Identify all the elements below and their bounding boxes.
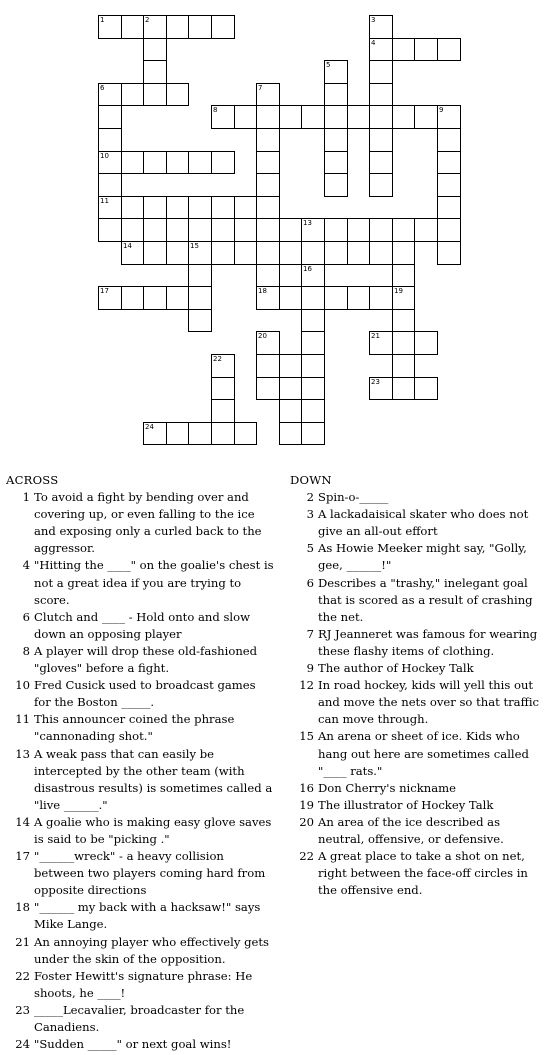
- grid-cell[interactable]: [188, 286, 212, 310]
- grid-cell[interactable]: [188, 422, 212, 445]
- grid-cell[interactable]: [369, 105, 393, 129]
- grid-cell[interactable]: [392, 105, 415, 129]
- grid-cell[interactable]: [279, 377, 302, 400]
- grid-cell[interactable]: [256, 331, 280, 355]
- grid-cell[interactable]: [279, 241, 302, 265]
- grid-cell[interactable]: [369, 151, 393, 174]
- grid-cell[interactable]: [437, 38, 461, 61]
- across-clue: [6, 899, 274, 933]
- across-clue-number: 10: [15, 678, 30, 693]
- grid-cell[interactable]: [369, 218, 393, 242]
- grid-cell[interactable]: [143, 60, 167, 84]
- across-clue-number: 23: [15, 1002, 30, 1017]
- grid-cell[interactable]: [392, 38, 415, 61]
- grid-cell[interactable]: [392, 218, 415, 242]
- grid-cell[interactable]: [279, 422, 302, 445]
- grid-cell[interactable]: [369, 377, 393, 400]
- grid-cell[interactable]: [369, 15, 393, 39]
- down-clue: [290, 626, 548, 660]
- grid-cell[interactable]: [166, 286, 189, 310]
- down-clue-number: 12: [299, 678, 314, 693]
- cell-number: 6: [100, 84, 105, 92]
- grid-cell[interactable]: [437, 241, 461, 265]
- grid-cell[interactable]: [437, 218, 461, 242]
- down-clue-text: An area of the ice described as neutral, offensive, or defensive.: [318, 814, 504, 846]
- across-clue: [6, 934, 274, 968]
- grid-cell[interactable]: [392, 241, 415, 265]
- across-clue-text: Foster Hewitt's signature phrase: He shoots, he ____!: [34, 968, 253, 1000]
- grid-cell[interactable]: [301, 309, 325, 332]
- grid-cell[interactable]: [369, 173, 393, 197]
- grid-cell[interactable]: [121, 15, 144, 39]
- grid-cell[interactable]: [324, 151, 348, 174]
- down-clue-text: Don Cherry's nickname: [318, 780, 457, 795]
- grid-cell[interactable]: [301, 241, 325, 265]
- cell-number: 10: [100, 152, 109, 160]
- grid-cell[interactable]: [324, 218, 348, 242]
- across-clue: [6, 1002, 274, 1036]
- grid-cell[interactable]: [324, 241, 348, 265]
- cell-number: 14: [123, 242, 132, 250]
- down-clue-number: 16: [299, 780, 314, 795]
- across-clue: [6, 643, 274, 677]
- grid-cell[interactable]: [256, 286, 280, 310]
- grid-cell[interactable]: [98, 151, 122, 174]
- grid-cell[interactable]: [98, 105, 122, 129]
- grid-cell[interactable]: [437, 196, 461, 219]
- grid-cell[interactable]: [256, 241, 280, 265]
- grid-cell[interactable]: [369, 83, 393, 106]
- down-clue-text: The author of Hockey Talk: [318, 661, 474, 676]
- grid-cell[interactable]: [324, 128, 348, 152]
- down-clue: [290, 848, 548, 899]
- down-clue: [290, 660, 548, 677]
- across-clue: [6, 1036, 274, 1053]
- across-clue: [6, 677, 274, 711]
- grid-cell[interactable]: [414, 377, 438, 400]
- down-clue-number: 6: [306, 575, 314, 590]
- grid-cell[interactable]: [188, 15, 212, 39]
- grid-cell[interactable]: [256, 196, 280, 219]
- grid-cell[interactable]: [188, 196, 212, 219]
- across-clue: [6, 746, 274, 814]
- grid-cell[interactable]: [121, 83, 144, 106]
- grid-cell[interactable]: [143, 83, 167, 106]
- across-clue-number: 22: [15, 968, 30, 983]
- across-clue-text: An annoying player who effectively gets under the skin of the opposition.: [34, 934, 269, 966]
- across-heading: ACROSS: [6, 473, 59, 487]
- grid-cell[interactable]: [166, 218, 189, 242]
- grid-cell[interactable]: [234, 241, 257, 265]
- cell-number: 2: [145, 16, 150, 24]
- down-clue-text: Describes a "trashy," inelegant goal that is scored as a result of crashing the net.: [318, 575, 533, 624]
- grid-cell[interactable]: [211, 15, 235, 39]
- grid-cell[interactable]: [234, 196, 257, 219]
- grid-cell[interactable]: [166, 83, 189, 106]
- grid-cell[interactable]: [256, 128, 280, 152]
- grid-cell[interactable]: [392, 264, 415, 287]
- grid-cell[interactable]: [324, 173, 348, 197]
- grid-cell[interactable]: [211, 151, 235, 174]
- grid-cell[interactable]: [121, 196, 144, 219]
- across-clue: [6, 489, 274, 557]
- across-clue-number: 24: [15, 1037, 30, 1052]
- grid-cell[interactable]: [143, 38, 167, 61]
- grid-cell[interactable]: [437, 128, 461, 152]
- down-clue-number: 22: [299, 849, 314, 864]
- down-clue: [290, 797, 548, 814]
- grid-cell[interactable]: [188, 309, 212, 332]
- across-clue-text: Fred Cusick used to broadcast games for the Boston _____.: [34, 678, 256, 710]
- down-clue-number: 7: [306, 626, 314, 641]
- across-clue-text: "______wreck" - a heavy collision between two players coming hard from opposite directions: [34, 849, 266, 898]
- across-clue-number: 18: [15, 900, 30, 915]
- grid-cell[interactable]: [301, 331, 325, 355]
- cell-number: 3: [371, 16, 376, 24]
- down-clue-number: 19: [299, 797, 314, 812]
- grid-cell[interactable]: [256, 105, 280, 129]
- grid-cell[interactable]: [234, 422, 257, 445]
- down-clue-text: In road hockey, kids will yell this out and move the nets over so that traffic can move through.: [318, 678, 540, 727]
- down-clue-text: A lackadaisical skater who does not give an all-out effort: [318, 507, 529, 539]
- grid-cell[interactable]: [121, 241, 144, 265]
- grid-cell[interactable]: [211, 105, 235, 129]
- across-clue: [6, 711, 274, 745]
- across-clue-text: "Hitting the ____" on the goalie's chest is not a great idea if you are trying to score.: [34, 558, 274, 607]
- cell-number: 11: [100, 197, 109, 205]
- across-clue-text: Clutch and ____ - Hold onto and slow down an opposing player: [34, 609, 251, 641]
- cell-number: 24: [145, 423, 154, 431]
- grid-cell[interactable]: [301, 399, 325, 423]
- down-clue-text: Spin-o-_____: [318, 490, 389, 505]
- grid-cell[interactable]: [166, 196, 189, 219]
- cell-number: 20: [258, 332, 267, 340]
- grid-cell[interactable]: [347, 241, 370, 265]
- grid-cell[interactable]: [369, 286, 393, 310]
- grid-cell[interactable]: [98, 173, 122, 197]
- grid-cell[interactable]: [301, 422, 325, 445]
- grid-cell[interactable]: [256, 354, 280, 378]
- grid-cell[interactable]: [188, 264, 212, 287]
- down-clue-number: 2: [306, 490, 314, 505]
- down-clue: [290, 506, 548, 540]
- grid-cell[interactable]: [301, 264, 325, 287]
- grid-cell[interactable]: [369, 60, 393, 84]
- grid-cell[interactable]: [211, 377, 235, 400]
- grid-cell[interactable]: [279, 286, 302, 310]
- grid-cell[interactable]: [98, 196, 122, 219]
- grid-cell[interactable]: [121, 286, 144, 310]
- across-clues: [6, 472, 274, 1053]
- down-clue-text: As Howie Meeker might say, "Golly, gee, ______!": [318, 541, 527, 573]
- across-clue-text: To avoid a fight by bending over and covering up, or even falling to the ice and exposing only a curled back to the aggressor.: [34, 490, 262, 556]
- across-clue: [6, 968, 274, 1002]
- grid-cell[interactable]: [324, 60, 348, 84]
- grid-cell[interactable]: [256, 83, 280, 106]
- grid-cell[interactable]: [188, 241, 212, 265]
- down-clue: [290, 780, 548, 797]
- grid-cell[interactable]: [211, 422, 235, 445]
- down-heading: DOWN: [290, 473, 332, 487]
- across-clue-number: 11: [15, 712, 30, 727]
- down-clue: [290, 489, 548, 506]
- down-clue-number: 20: [299, 814, 314, 829]
- grid-cell[interactable]: [437, 151, 461, 174]
- grid-cell[interactable]: [256, 377, 280, 400]
- grid-cell[interactable]: [211, 399, 235, 423]
- grid-cell[interactable]: [121, 151, 144, 174]
- across-clue-number: 6: [22, 609, 30, 624]
- grid-cell[interactable]: [98, 286, 122, 310]
- grid-cell[interactable]: [347, 218, 370, 242]
- down-clue-text: An arena or sheet of ice. Kids who hang out here are sometimes called "____ rats.": [318, 729, 529, 778]
- grid-cell[interactable]: [166, 15, 189, 39]
- across-clue-number: 8: [22, 643, 30, 658]
- across-clue-number: 13: [15, 746, 30, 761]
- cell-number: 17: [100, 287, 109, 295]
- grid-cell[interactable]: [98, 218, 122, 242]
- grid-cell[interactable]: [188, 151, 212, 174]
- across-clue-text: This announcer coined the phrase "cannonading shot.": [34, 712, 235, 744]
- grid-cell[interactable]: [369, 128, 393, 152]
- grid-cell[interactable]: [166, 422, 189, 445]
- grid-cell[interactable]: [324, 105, 348, 129]
- cell-number: 23: [371, 378, 380, 386]
- grid-cell[interactable]: [437, 173, 461, 197]
- across-clue-text: _____Lecavalier, broadcaster for the Canadiens.: [34, 1002, 245, 1034]
- grid-cell[interactable]: [301, 354, 325, 378]
- grid-cell[interactable]: [392, 354, 415, 378]
- cell-number: 1: [100, 16, 105, 24]
- across-clue: [6, 557, 274, 608]
- grid-cell[interactable]: [98, 83, 122, 106]
- cell-number: 21: [371, 332, 380, 340]
- grid-cell[interactable]: [437, 105, 461, 129]
- grid-cell[interactable]: [211, 218, 235, 242]
- down-clue-number: 3: [306, 507, 314, 522]
- grid-cell[interactable]: [369, 38, 393, 61]
- grid-cell[interactable]: [279, 354, 302, 378]
- cell-number: 7: [258, 84, 263, 92]
- grid-cell[interactable]: [256, 218, 280, 242]
- grid-cell[interactable]: [98, 128, 122, 152]
- cell-number: 22: [213, 355, 222, 363]
- grid-cell[interactable]: [166, 241, 189, 265]
- down-clue: [290, 814, 548, 848]
- grid-cell[interactable]: [301, 377, 325, 400]
- down-clue-text: RJ Jeanneret was famous for wearing these flashy items of clothing.: [318, 626, 538, 658]
- down-clue-number: 15: [299, 729, 314, 744]
- across-clue-number: 21: [15, 934, 30, 949]
- cell-number: 9: [439, 106, 444, 114]
- grid-cell[interactable]: [369, 241, 393, 265]
- grid-cell[interactable]: [98, 15, 122, 39]
- down-clue: [290, 677, 548, 728]
- down-clue-list: [290, 489, 548, 899]
- down-clue-number: 9: [306, 661, 314, 676]
- grid-cell[interactable]: [143, 196, 167, 219]
- grid-cell[interactable]: [392, 286, 415, 310]
- grid-cell[interactable]: [256, 264, 280, 287]
- across-clue: [6, 814, 274, 848]
- grid-cell[interactable]: [166, 151, 189, 174]
- down-clue-text: A great place to take a shot on net, right between the face-off circles in the offensive end.: [318, 849, 528, 898]
- across-clue: [6, 609, 274, 643]
- cell-number: 5: [326, 61, 331, 69]
- grid-cell[interactable]: [324, 83, 348, 106]
- down-clue: [290, 540, 548, 574]
- grid-cell[interactable]: [279, 399, 302, 423]
- down-clues: [290, 472, 548, 899]
- across-clue-number: 1: [22, 490, 30, 505]
- grid-cell[interactable]: [369, 331, 393, 355]
- across-clue-number: 14: [15, 814, 30, 829]
- grid-cell[interactable]: [143, 151, 167, 174]
- across-clue-number: 17: [15, 849, 30, 864]
- grid-cell[interactable]: [392, 309, 415, 332]
- grid-cell[interactable]: [392, 331, 415, 355]
- grid-cell[interactable]: [347, 105, 370, 129]
- grid-cell[interactable]: [234, 218, 257, 242]
- crossword-grid: [0, 0, 553, 470]
- grid-cell[interactable]: [211, 354, 235, 378]
- grid-cell[interactable]: [301, 286, 325, 310]
- cell-number: 16: [303, 265, 312, 273]
- grid-cell[interactable]: [301, 105, 325, 129]
- cell-number: 19: [394, 287, 403, 295]
- grid-cell[interactable]: [188, 218, 212, 242]
- grid-cell[interactable]: [414, 105, 438, 129]
- grid-cell[interactable]: [347, 286, 370, 310]
- grid-cell[interactable]: [279, 218, 302, 242]
- grid-cell[interactable]: [256, 173, 280, 197]
- grid-cell[interactable]: [414, 218, 438, 242]
- grid-cell[interactable]: [392, 377, 415, 400]
- grid-cell[interactable]: [143, 15, 167, 39]
- cell-number: 13: [303, 219, 312, 227]
- grid-cell[interactable]: [121, 218, 144, 242]
- cell-number: 8: [213, 106, 218, 114]
- grid-cell[interactable]: [256, 151, 280, 174]
- down-clue-text: The illustrator of Hockey Talk: [318, 797, 494, 812]
- grid-cell[interactable]: [211, 196, 235, 219]
- across-clue: [6, 848, 274, 899]
- cell-number: 15: [190, 242, 199, 250]
- down-clue-number: 5: [306, 541, 314, 556]
- grid-cell[interactable]: [143, 286, 167, 310]
- grid-cell[interactable]: [143, 218, 167, 242]
- across-clue-list: [6, 489, 274, 1053]
- grid-cell[interactable]: [414, 331, 438, 355]
- grid-cell[interactable]: [143, 422, 167, 445]
- across-clue-number: 4: [22, 558, 30, 573]
- grid-cell[interactable]: [279, 105, 302, 129]
- grid-cell[interactable]: [414, 38, 438, 61]
- cell-number: 18: [258, 287, 267, 295]
- down-clue: [290, 728, 548, 779]
- across-clue-text: A weak pass that can easily be intercepted by the other team (with disastrous results) is sometimes called a "live ______.": [34, 746, 273, 812]
- across-clue-text: "Sudden _____" or next goal wins!: [34, 1037, 232, 1052]
- across-clue-text: A goalie who is making easy glove saves is said to be "picking .": [34, 814, 272, 846]
- grid-cell[interactable]: [211, 241, 235, 265]
- grid-cell[interactable]: [301, 218, 325, 242]
- grid-cell[interactable]: [143, 241, 167, 265]
- grid-cell[interactable]: [324, 286, 348, 310]
- across-clue-text: "______ my back with a hacksaw!" says Mike Lange.: [34, 900, 261, 932]
- down-clue: [290, 575, 548, 626]
- grid-cell[interactable]: [234, 105, 257, 129]
- cell-number: 4: [371, 39, 376, 47]
- across-clue-text: A player will drop these old-fashioned "gloves" before a fight.: [34, 643, 258, 676]
